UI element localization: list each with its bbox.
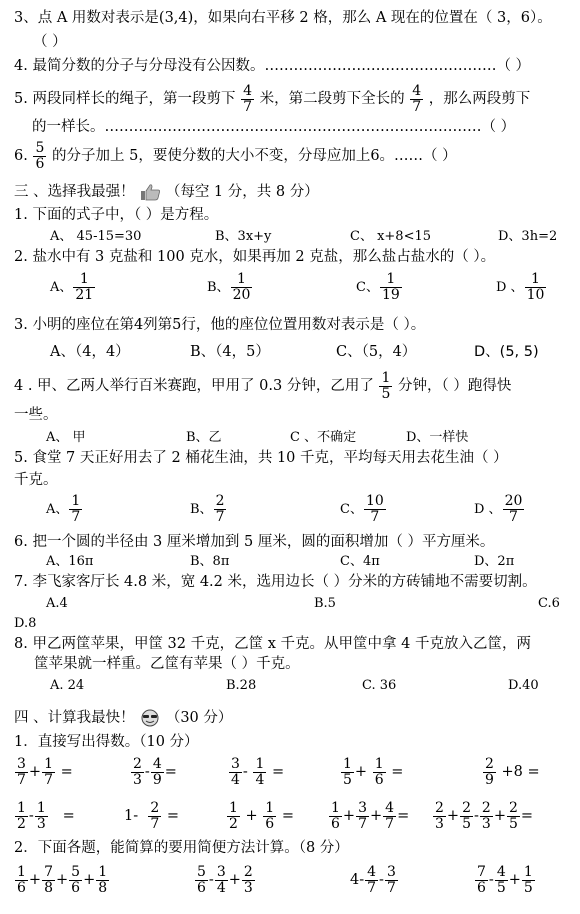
q6-text: 的分子加上 5，要使分数的大小不变，分母应加上6。……（ ） bbox=[51, 148, 457, 164]
choice-q7-option-d: D.8 bbox=[14, 616, 37, 631]
calc-expr: $\frac{1}{6}$ + $\frac{7}{8}$ + $\frac{5}{6}$ + $\frac{1}{8}$ bbox=[17, 863, 108, 896]
calc-expr: $\frac{2}{9}$ +8 = bbox=[485, 755, 540, 788]
choice-q4-cont: 一些。 bbox=[14, 407, 58, 423]
sunglasses-face-icon bbox=[139, 709, 161, 727]
choice-q6-option-a: A、16π bbox=[46, 554, 94, 569]
choice-q7-option-c: C.6 bbox=[538, 596, 560, 611]
choice-q1-option-b: B、3x+y bbox=[215, 229, 272, 244]
q4-text-a: 4 . 甲、乙两人举行百米赛跑，甲用了 0.3 分钟，乙用了 bbox=[14, 378, 374, 394]
calc-expr: $\frac{3}{4}$ - $\frac{1}{4}$ = bbox=[231, 755, 285, 788]
calc-expr: $\frac{1}{2}$ + $\frac{1}{6}$ = bbox=[229, 799, 294, 832]
q5-text-a: 5. 两段同样长的绳子，第一段剪下 bbox=[14, 91, 236, 107]
choice-q6-option-d: D、2π bbox=[474, 554, 515, 569]
calc-expr: $\frac{3}{7}$ + $\frac{1}{7}$ = bbox=[17, 755, 73, 788]
choice-q2-option-a: A、 $\frac{1}{21}$ bbox=[50, 271, 94, 303]
q4-text-b: 分钟，（ ）跑得快 bbox=[397, 378, 512, 394]
question-4-true-false: 4. 最简分数的分子与分母没有公因数。…………………………………………（ ） bbox=[14, 58, 531, 74]
section-score-note: （每空 1 分，共 8 分） bbox=[165, 184, 319, 200]
q6-number: 6. bbox=[14, 148, 28, 164]
choice-q5-option-d: D 、 $\frac{20}{7}$ bbox=[474, 493, 523, 525]
choice-q3-option-a: A、（4，4） bbox=[50, 344, 130, 360]
choice-q1-option-d: D、3h=2 bbox=[498, 229, 558, 244]
calc-part-2-title: 2．下面各题，能简算的要用简便方法计算。（8 分） bbox=[14, 840, 349, 856]
section-score-note: （30 分） bbox=[165, 710, 233, 726]
choice-q1-option-a: A、 45-15=30 bbox=[50, 229, 142, 244]
section-3-title bbox=[14, 182, 319, 202]
choice-q5: 5. 食堂 7 天正好用去了 2 桶花生油，共 10 千克，平均每天用去花生油（ ） bbox=[14, 450, 508, 466]
choice-q8-option-c: C. 36 bbox=[362, 678, 397, 693]
choice-q4-option-d: D、一样快 bbox=[406, 430, 469, 445]
choice-q2-option-b: B、 $\frac{1}{20}$ bbox=[207, 271, 251, 303]
choice-q2: 2. 盐水中有 3 克盐和 100 克水，如果再加 2 克盐，那么盐占盐水的（ ）。 bbox=[14, 249, 496, 265]
choice-q8-option-a: A. 24 bbox=[50, 678, 85, 693]
choice-q5-cont: 千克。 bbox=[14, 472, 58, 488]
choice-q2-option-c: C、 $\frac{1}{19}$ bbox=[356, 271, 400, 303]
calc-part-1-title: 1．直接写出得数。（10 分） bbox=[14, 734, 199, 750]
choice-q4: 4 . 甲、乙两人举行百米赛跑，甲用了 0.3 分钟，乙用了 $\frac{1}{5}$ 分钟，（ ）跑得快 bbox=[14, 369, 512, 402]
question-6-true-false bbox=[14, 138, 457, 174]
choice-q8-option-b: B.28 bbox=[226, 678, 257, 693]
question-3-true-false: 3、点 A 用数对表示是(3,4)，如果向右平移 2 格，那么 A 现在的位置在（ 3，6）。 bbox=[14, 10, 552, 26]
calc-expr: $\frac{5}{6}$ - $\frac{3}{4}$ + $\frac{2}{3}$ bbox=[197, 863, 253, 896]
calc-expr: $\frac{1}{5}$ + $\frac{1}{6}$ = bbox=[343, 755, 404, 788]
fraction: $\frac{4}{7}$ bbox=[243, 82, 252, 115]
question-5-cont: 的一样长。……………………………………………………………………（ ） bbox=[32, 119, 516, 135]
choice-q5-option-c: C、 $\frac{10}{7}$ bbox=[340, 493, 384, 525]
choice-q1: 1. 下面的式子中，（ ）是方程。 bbox=[14, 207, 219, 223]
calc-expr: $\frac{2}{3}$ - $\frac{4}{9}$ = bbox=[133, 755, 177, 788]
choice-q7-option-b: B.5 bbox=[314, 596, 336, 611]
choice-q6-option-c: C、4π bbox=[340, 554, 380, 569]
choice-q6: 6. 把一个圆的半径由 3 厘米增加到 5 厘米，圆的面积增加（ ）平方厘米。 bbox=[14, 534, 495, 550]
choice-q3-option-d: D、(5, 5) bbox=[474, 344, 539, 360]
choice-q7: 7. 李飞家客厅长 4.8 米，宽 4.2 米，选用边长（ ）分米的方砖铺地不需要切割。 bbox=[14, 574, 537, 590]
question-5-true-false bbox=[14, 82, 530, 116]
section-4-title bbox=[14, 708, 232, 728]
thumbs-up-icon bbox=[139, 183, 161, 201]
choice-q2-option-d: D 、 $\frac{1}{10}$ bbox=[496, 271, 545, 303]
calc-expr: $\frac{2}{3}$ + $\frac{2}{5}$ - $\frac{2}{3}$ + $\frac{2}{5}$ = bbox=[435, 799, 534, 832]
choice-q7-option-a: A.4 bbox=[46, 596, 68, 611]
choice-q5-option-a: A、 $\frac{1}{7}$ bbox=[46, 493, 81, 525]
choice-q5-option-b: B、 $\frac{2}{7}$ bbox=[190, 493, 225, 525]
choice-q1-option-c: C、 x+8<15 bbox=[350, 229, 432, 244]
answer-blank: （ ） bbox=[33, 34, 67, 50]
fraction: $\frac{5}{6}$ bbox=[35, 139, 45, 172]
calc-expr: $\frac{1}{2}$ - $\frac{1}{3}$ = bbox=[17, 799, 75, 832]
calc-expr: $\frac{1}{6}$ + $\frac{3}{7}$ + $\frac{4}{7}$ = bbox=[331, 799, 410, 832]
q5-text-b: 米，第二段剪下全长的 bbox=[259, 91, 405, 107]
choice-q4-option-b: B、乙 bbox=[186, 430, 222, 445]
calc-expr: $\frac{7}{6}$ - $\frac{4}{5}$ + $\frac{1}{5}$ bbox=[477, 863, 533, 896]
choice-q4-option-a: A、 甲 bbox=[46, 430, 86, 445]
calc-expr: 1- $\frac{2}{7}$ = bbox=[124, 799, 180, 832]
section-title: 三 、选择我最强！ bbox=[14, 184, 135, 200]
fraction: $\frac{4}{7}$ bbox=[412, 82, 422, 115]
choice-q3-option-c: C、（5，4） bbox=[336, 344, 417, 360]
calc-expr: 4- $\frac{4}{7}$ - $\frac{3}{7}$ bbox=[350, 863, 396, 896]
choice-q8-cont: 筐苹果就一样重。乙筐有苹果（ ）千克。 bbox=[34, 656, 300, 672]
choice-q3: 3. 小明的座位在第4列第5行，他的座位位置用数对表示是（ ）。 bbox=[14, 317, 426, 333]
section-title: 四 、计算我最快！ bbox=[14, 710, 135, 726]
q5-text-c: ，那么两段剪下 bbox=[428, 91, 531, 107]
choice-q8-option-d: D.40 bbox=[508, 678, 539, 693]
choice-q8: 8. 甲乙两筐苹果，甲筐 32 千克，乙筐 x 千克。从甲筐中拿 4 千克放入乙筐，两 bbox=[14, 636, 531, 652]
choice-q6-option-b: B、8π bbox=[190, 554, 230, 569]
choice-q3-option-b: B、（4，5） bbox=[190, 344, 270, 360]
choice-q4-option-c: C 、不确定 bbox=[290, 430, 357, 445]
